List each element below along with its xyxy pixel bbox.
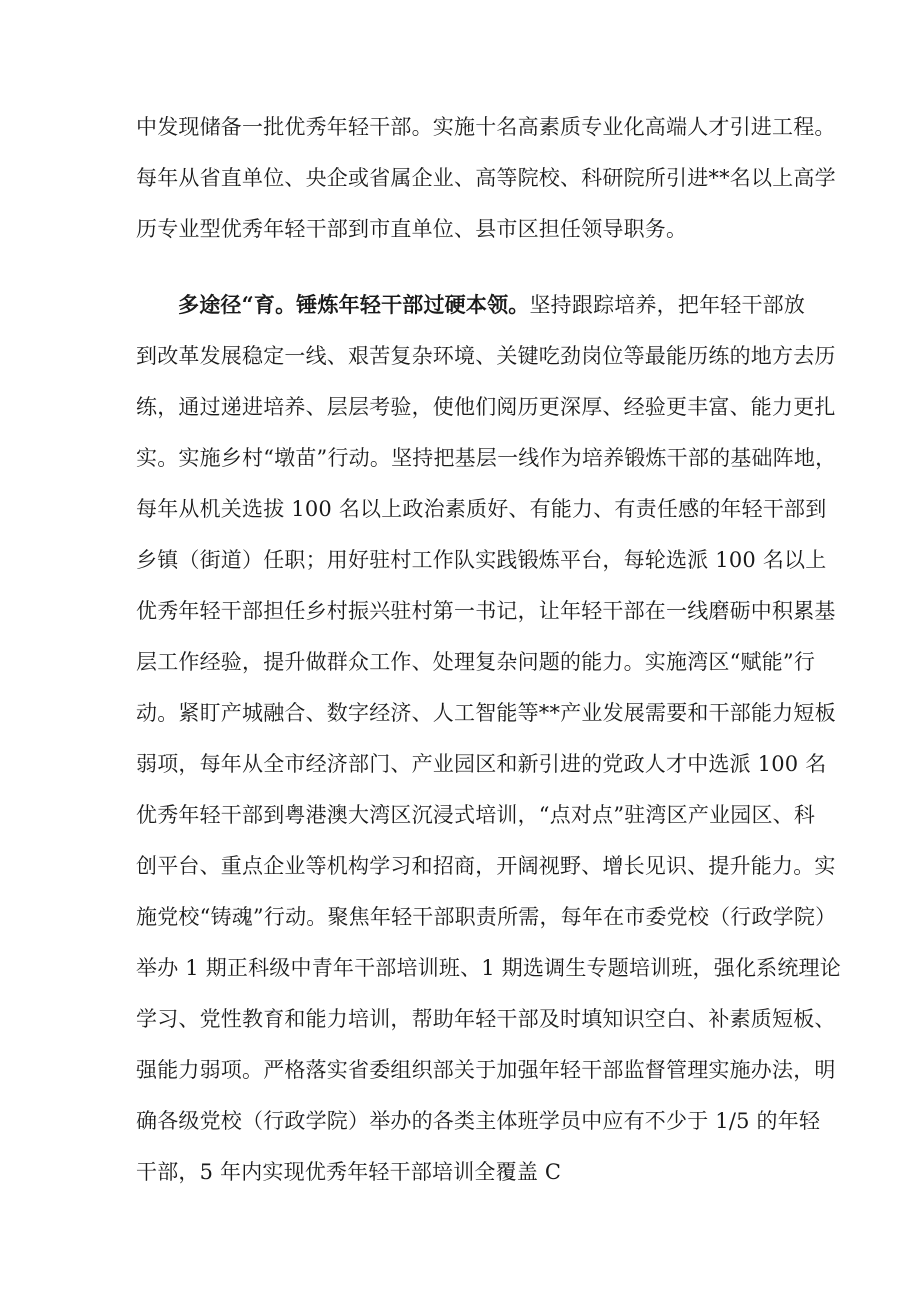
text-line: 强能力弱项。严格落实省委组织部关于加强年轻干部监督管理实施办法，明 bbox=[136, 1058, 836, 1082]
text-line: 每年从省直单位、央企或省属企业、高等院校、科研院所引进**名以上高学 bbox=[136, 166, 836, 190]
text-line-rest: 坚持跟踪培养，把年轻干部放 bbox=[529, 293, 806, 317]
text-line: 优秀年轻干部到粤港澳大湾区沉浸式培训，“点对点”驻湾区产业园区、科 bbox=[136, 803, 816, 827]
paragraph-first-line bbox=[178, 290, 805, 320]
text-line: 学习、党性教育和能力培训，帮助年轻干部及时填知识空白、补素质短板、 bbox=[136, 1007, 836, 1031]
text-line: 到改革发展稳定一线、艰苦复杂环境、关键吃劲岗位等最能历练的地方去历 bbox=[136, 344, 836, 368]
text-line: 创平台、重点企业等机构学习和招商，开阔视野、增长见识、提升能力。实 bbox=[136, 854, 836, 878]
text-line: 乡镇（街道）任职；用好驻村工作队实践锻炼平台，每轮选派 100 名以上 bbox=[136, 548, 827, 572]
text-line: 中发现储备一批优秀年轻干部。实施十名高素质专业化高端人才引进工程。 bbox=[136, 115, 836, 139]
text-line: 确各级党校（行政学院）举办的各类主体班学员中应有不少于 1/5 的年轻 bbox=[136, 1109, 821, 1133]
text-line: 干部，5 年内实现优秀年轻干部培训全覆盖 C bbox=[136, 1160, 562, 1184]
text-line: 优秀年轻干部担任乡村振兴驻村第一书记，让年轻干部在一线磨砺中积累基 bbox=[136, 599, 836, 623]
text-line: 每年从机关选拔 100 名以上政治素质好、有能力、有责任感的年轻干部到 bbox=[136, 497, 827, 521]
text-line: 举办 1 期正科级中青年干部培训班、1 期选调生专题培训班，强化系统理论 bbox=[136, 956, 841, 980]
text-line: 弱项，每年从全市经济部门、产业园区和新引进的党政人才中选派 100 名 bbox=[136, 752, 827, 776]
text-line: 层工作经验，提升做群众工作、处理复杂问题的能力。实施湾区“赋能”行 bbox=[136, 650, 816, 674]
text-line: 实。实施乡村“墩苗”行动。坚持把基层一线作为培养锻炼干部的基础阵地， bbox=[136, 446, 837, 470]
text-line: 练，通过递进培养、层层考验，使他们阅历更深厚、经验更丰富、能力更扎 bbox=[136, 395, 836, 419]
text-line: 施党校“铸魂”行动。聚焦年轻干部职责所需，每年在市委党校（行政学院） bbox=[136, 905, 837, 929]
text-line: 动。紧盯产城融合、数字经济、人工智能等**产业发展需要和干部能力短板 bbox=[136, 701, 836, 725]
text-line: 历专业型优秀年轻干部到市直单位、县市区担任领导职务。 bbox=[136, 217, 688, 241]
section-heading: 多途径“育。锤炼年轻干部过硬本领。 bbox=[178, 292, 530, 317]
